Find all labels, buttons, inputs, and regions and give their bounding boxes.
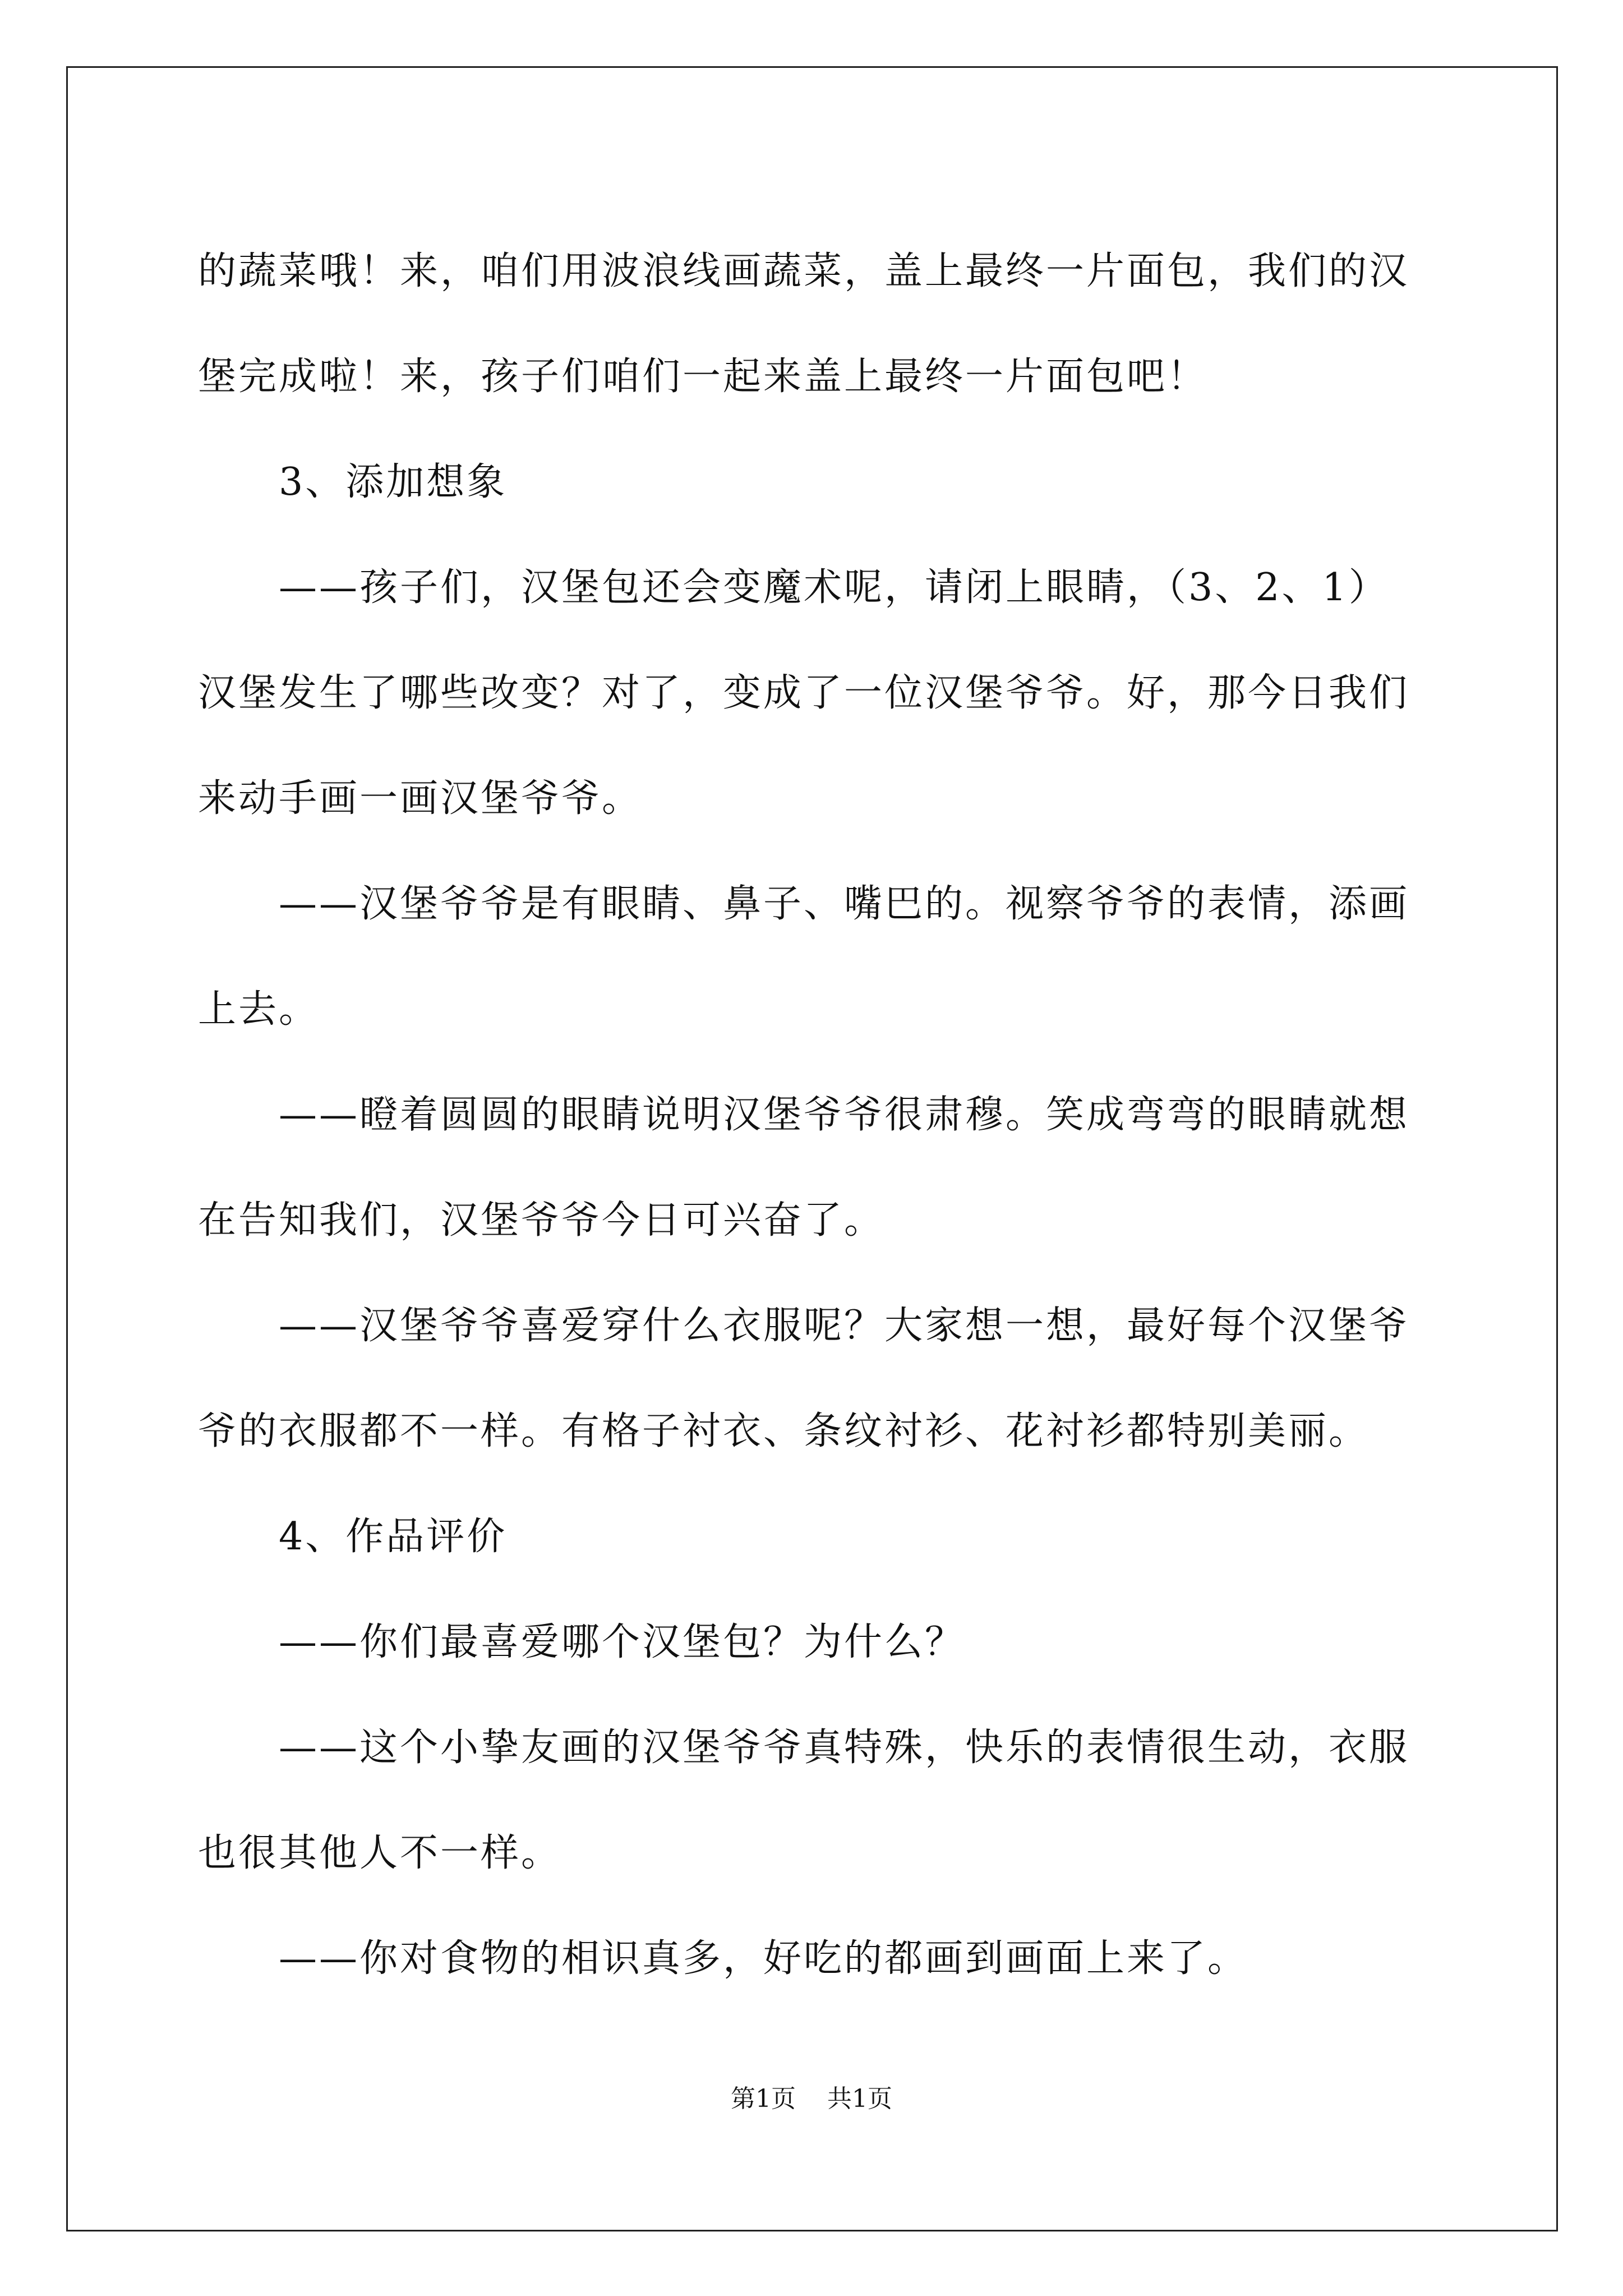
paragraph-5: ——瞪着圆圆的眼睛说明汉堡爷爷很肃穆。笑成弯弯的眼睛就想在告知我们，汉堡爷爷今日可兴奋了。: [198, 1093, 1410, 1243]
paragraph-9: ——这个小挚友画的汉堡爷爷真特殊，快乐的表情很生动，衣服也很其他人不一样。: [198, 1726, 1410, 1875]
paragraph-10: ——你对食物的相识真多，好吃的都画到画面上来了。: [279, 1936, 1248, 1981]
section-heading-4: 4、作品评价: [279, 1515, 508, 1559]
page-total: 共1页: [827, 2085, 892, 2113]
paragraph-8: ——你们最喜爱哪个汉堡包？为什么？: [279, 1620, 966, 1664]
paragraph-3: ——孩子们，汉堡包还会变魔术呢，请闭上眼睛，（3、2、1）汉堡发生了哪些改变？对了，变成了一位汉堡爷爷。好，那今日我们来动手画一画汉堡爷爷。: [198, 565, 1410, 821]
document-body: [198, 219, 1428, 2012]
page-footer: [0, 2082, 1623, 2116]
page-number: 第1页: [731, 2085, 796, 2113]
paragraph-1: 的蔬菜哦！来，咱们用波浪线画蔬菜，盖上最终一片面包，我们的汉堡完成啦！来，孩子们咱们一起来盖上最终一片面包吧！: [198, 249, 1410, 399]
paragraph-6: ——汉堡爷爷喜爱穿什么衣服呢？大家想一想，最好每个汉堡爷爷的衣服都不一样。有格子衬衣、条纹衬衫、花衬衫都特别美丽。: [198, 1304, 1410, 1453]
section-heading-3: 3、添加想象: [279, 460, 508, 504]
paragraph-4: ——汉堡爷爷是有眼睛、鼻子、嘴巴的。视察爷爷的表情，添画上去。: [198, 882, 1410, 1032]
